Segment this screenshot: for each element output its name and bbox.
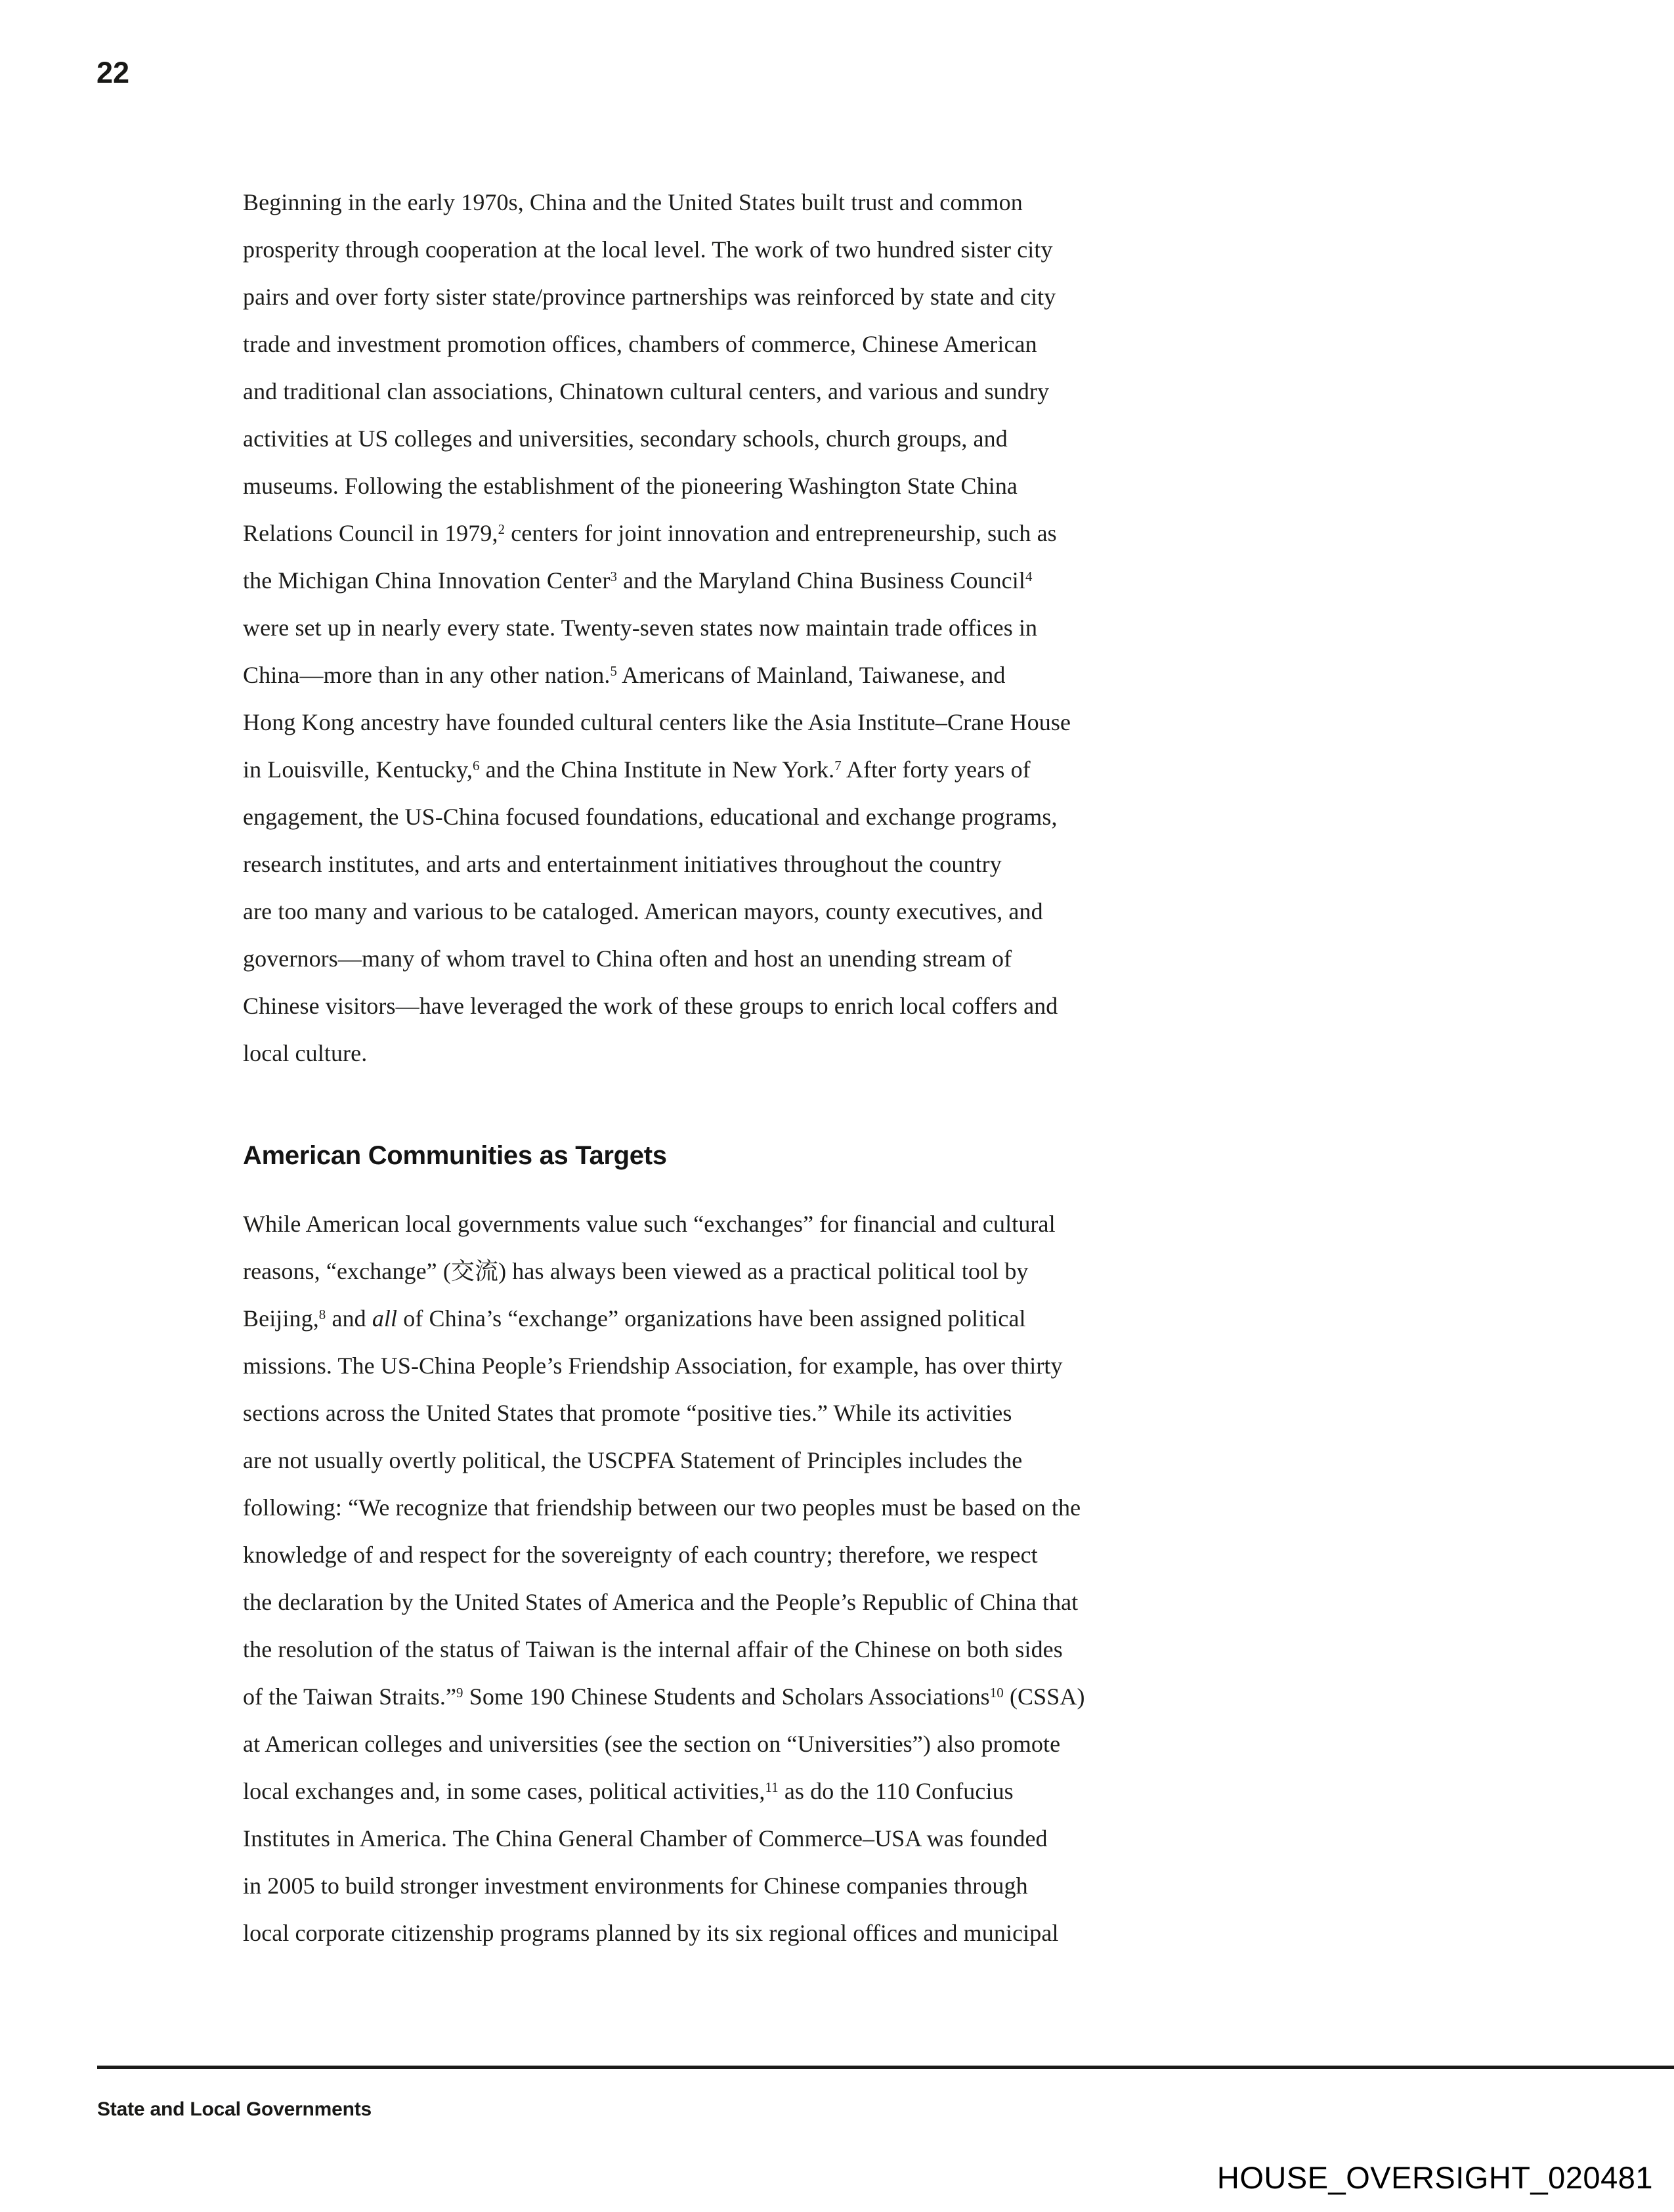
text-line: China—more than in any other nation.$^5$ Americans of Mainland, Taiwanese, and xyxy=(243,662,1006,688)
text-line: in 2005 to build stronger investment environments for Chinese companies through xyxy=(243,1873,1028,1899)
text-line: local exchanges and, in some cases, political activities,$^{11}$ as do the 110 Confucius xyxy=(243,1778,1014,1804)
text-line: prosperity through cooperation at the local level. The work of two hundred sister city xyxy=(243,236,1053,263)
text-line: pairs and over forty sister state/province partnerships was reinforced by state and city xyxy=(243,284,1056,310)
section-heading: American Communities as Targets xyxy=(243,1141,667,1170)
text-line: sections across the United States that promote “positive ties.” While its activities xyxy=(243,1400,1012,1426)
text-line: Chinese visitors—have leveraged the work of these groups to enrich local coffers and xyxy=(243,993,1058,1019)
text-line: museums. Following the establishment of the pioneering Washington State China xyxy=(243,473,1018,499)
text-line: the resolution of the status of Taiwan is the internal affair of the Chinese on both sides xyxy=(243,1636,1063,1662)
text-line: knowledge of and respect for the sovereignty of each country; therefore, we respect xyxy=(243,1542,1038,1568)
text-line: are too many and various to be cataloged. American mayors, county executives, and xyxy=(243,898,1043,924)
text-line: research institutes, and arts and entertainment initiatives throughout the country xyxy=(243,851,1002,877)
text-line: trade and investment promotion offices, chambers of commerce, Chinese American xyxy=(243,331,1037,357)
footer-divider xyxy=(97,2066,1674,2069)
text-line: at American colleges and universities (see the section on “Universities”) also promote xyxy=(243,1731,1061,1757)
text-line: reasons, “exchange” (交流) has always been viewed as a practical political tool by xyxy=(243,1258,1029,1284)
text-line: Beijing,$^8$ and all of China’s “exchange” organizations have been assigned political xyxy=(243,1305,1026,1332)
text-line: While American local governments value such “exchanges” for financial and cultural xyxy=(243,1211,1056,1237)
text-line: the declaration by the United States of America and the People’s Republic of China that xyxy=(243,1589,1079,1615)
text-line: local corporate citizenship programs planned by its six regional offices and municipal xyxy=(243,1920,1059,1946)
text-line: following: “We recognize that friendship between our two peoples must be based on the xyxy=(243,1494,1081,1521)
bates-stamp: HOUSE_OVERSIGHT_020481 xyxy=(1216,2160,1653,2195)
text-line: and traditional clan associations, Chinatown cultural centers, and various and sundry xyxy=(243,378,1050,404)
paragraph-intro xyxy=(243,179,1385,1077)
text-line: activities at US colleges and universities, secondary schools, church groups, and xyxy=(243,425,1008,452)
text-line: governors—many of whom travel to China often and host an unending stream of xyxy=(243,945,1012,972)
text-line: in Louisville, Kentucky,$^6$ and the China Institute in New York.$^7$ After forty years of xyxy=(243,756,1031,783)
text-line: Relations Council in 1979,$^2$ centers for joint innovation and entrepreneurship, such as xyxy=(243,520,1057,546)
footer-section-label: State and Local Governments xyxy=(97,2098,372,2120)
text-line: local culture. xyxy=(243,1040,368,1066)
text-line: were set up in nearly every state. Twenty-seven states now maintain trade offices in xyxy=(243,615,1038,641)
text-line: Hong Kong ancestry have founded cultural centers like the Asia Institute–Crane House xyxy=(243,709,1071,735)
text-line: Beginning in the early 1970s, China and the United States built trust and common xyxy=(243,189,1023,215)
page-content xyxy=(243,179,1385,1957)
text-line: Institutes in America. The China General Chamber of Commerce–USA was founded xyxy=(243,1825,1048,1852)
text-line: of the Taiwan Straits.”$^9$ Some 190 Chinese Students and Scholars Associations$^{10}$ (CSSA) xyxy=(243,1683,1085,1710)
text-line: missions. The US-China People’s Friendship Association, for example, has over thirty xyxy=(243,1353,1063,1379)
text-line: the Michigan China Innovation Center$^3$ and the Maryland China Business Council$^4$ xyxy=(243,567,1033,594)
page-number: 22 xyxy=(97,56,130,89)
text-line: are not usually overtly political, the USCPFA Statement of Principles includes the xyxy=(243,1447,1023,1473)
paragraph-american-communities xyxy=(243,1200,1385,1957)
text-line: engagement, the US-China focused foundations, educational and exchange programs, xyxy=(243,804,1058,830)
